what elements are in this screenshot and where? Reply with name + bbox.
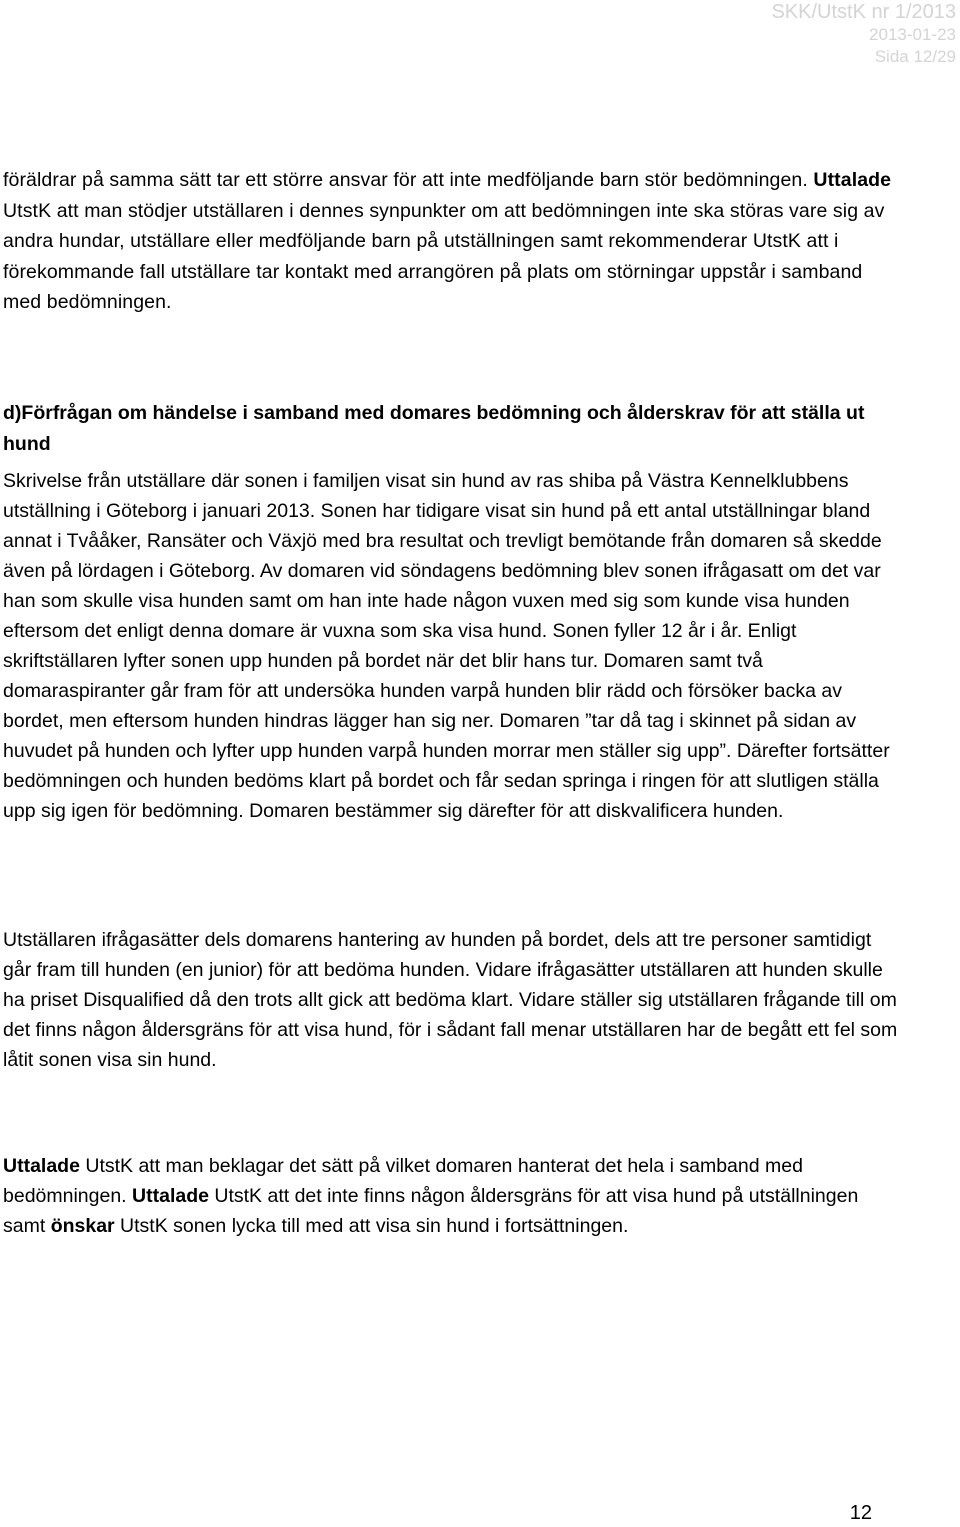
section-paragraph-2: Utställaren ifrågasätter dels domarens hantering av hunden på bordet, dels att tre personer samtidigt går fram till hunden (en junior) för att bedöma hunden. Vidare ifrågasätter utställaren att hunden skulle ha priset Disqualified då den trots allt gick att bedöma klart. Vidare ställer sig utställaren frågande till om det finns någon åldersgräns för att visa hund, för i sådant fall menar utställaren har de begått ett fel som låtit sonen visa sin hund.: [3, 929, 898, 1071]
paragraph-text: UtstK att man stödjer utställaren i dennes synpunkter om att bedömningen inte ska störas vare sig av andra hundar, utställare eller medföljande barn på utställningen samt rekommenderar UtstK att i förekommande fall utställare tar kontakt med arrangören på plats om störningar uppstår i samband med bedömningen.: [3, 199, 885, 313]
paragraph-text: UtstK sonen lycka till med att visa sin hund i fortsättningen.: [114, 1215, 629, 1237]
section-paragraph: Skrivelse från utställare där sonen i familjen visat sin hund av ras shiba på Västra Kennelklubbens utställning i Göteborg i januari 2013. Sonen har tidigare visat sin hund på ett antal utställningar bland annat i Tvååker, Ransäter och Växjö med bra resultat och trevligt bemötande från domaren så skedde även på lördagen i Göteborg. Av domaren vid söndagens bedömning blev sonen ifrågasatt om det var han som skulle visa hunden samt om han inte hade någon vuxen med sig som kunde visa hunden eftersom det enligt denna domare är vuxna som ska visa hund. Sonen fyller 12 år i år. Enligt skriftställaren lyfter sonen upp hunden på bordet när det blir hans tur. Domaren samt två domaraspiranter går fram för att undersöka hunden varpå hunden blir rädd och försöker backa av bordet, men eftersom hunden hindras lägger han sig ner. Domaren ”tar då tag i skinnet på sidan av huvudet på hunden och lyfter upp hunden varpå hunden morrar men ställer sig upp”. Därefter fortsätter bedömningen och hunden bedöms klart på bordet och får sedan springa i ringen för att slutligen ställa upp sig igen för bedömning. Domaren bestämmer sig därefter för att diskvalificera hunden.: [3, 470, 890, 822]
paragraph-continuation: [3, 165, 903, 318]
bold-keyword: Uttalade: [3, 1155, 80, 1177]
section-heading: d)Förfrågan om händelse i samband med domares bedömning och ålderskrav för att ställa ut hund: [3, 402, 865, 455]
paragraph-text: UtstK att det inte finns någon åldersgräns för att visa hund på utställningen samt: [3, 1185, 859, 1237]
document-reference: SKK/UtstK nr 1/2013: [771, 1, 956, 23]
bold-keyword: önskar: [50, 1215, 115, 1237]
page-header: [771, 0, 956, 68]
bold-keyword: Uttalade: [813, 169, 892, 191]
page-number: 12: [849, 1502, 872, 1524]
page-indicator: Sida 12/29: [874, 47, 956, 66]
paragraph-text: föräldrar på samma sätt tar ett större ansvar för att inte medföljande barn stör bedömningen.: [3, 169, 814, 191]
document-date: 2013-01-23: [869, 25, 956, 44]
decision-paragraph: [3, 1151, 903, 1241]
paragraph-text: UtstK att man beklagar det sätt på vilket domaren hanterat det hela i samband med bedömningen.: [3, 1155, 803, 1207]
bold-keyword: Uttalade: [132, 1185, 209, 1207]
